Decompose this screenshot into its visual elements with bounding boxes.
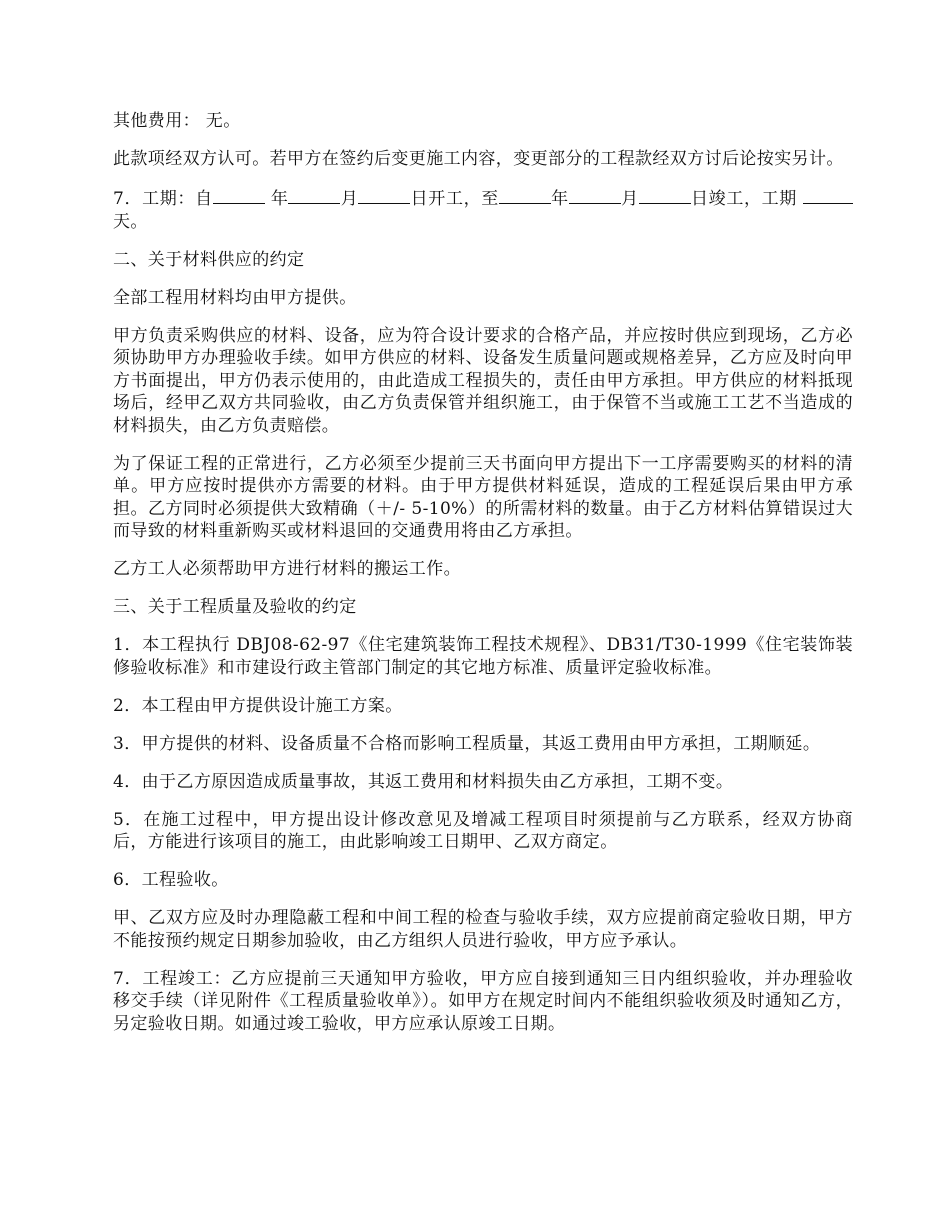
start-day-unit: 日开工，至	[410, 189, 499, 209]
quality-item-6: 6．工程验收。	[113, 870, 229, 890]
materials-ordering-clause: 为了保证工程的正常进行，乙方必须至少提前三天书面向甲方提出下一工序需要购买的材料的清单。甲方应按时提供亦方需要的材料。由于甲方提供材料延误，造成的工程延误后果由甲方承担。乙方同时必须提供大致精确（＋/- 5-10%）的所需材料的数量。由于乙方材料估算错误过大而导致的材料重新购买或材料退回的交通费用将由乙方承担。	[113, 453, 853, 541]
materials-supplied-line: 全部工程用材料均由甲方提供。	[113, 287, 357, 308]
end-day-blank[interactable]	[639, 186, 691, 204]
inspection-clause: 甲、乙双方应及时办理隐蔽工程和中间工程的检查与验收手续，双方应提前商定验收日期，甲方不能按预约规定日期参加验收，由乙方组织人员进行验收，甲方应予承认。	[113, 908, 853, 951]
start-month-blank[interactable]	[288, 186, 340, 204]
section-heading-quality: 三、关于工程质量及验收的约定	[113, 597, 357, 617]
total-days-blank[interactable]	[803, 186, 853, 204]
total-days-unit: 天。	[113, 211, 148, 232]
quality-item-2: 2．本工程由甲方提供设计施工方案。	[113, 695, 403, 716]
materials-responsibility-clause: 甲方负责采购供应的材料、设备，应为符合设计要求的合格产品，并应按时供应到现场，乙方必须协助甲方办理验收手续。如甲方供应的材料、设备发生质量问题或规格差异，乙方应及时向甲方书面提出，甲方仍表示使用的，由此造成工程损失的，责任由甲方承担。甲方供应的材料抵现场后，经甲乙双方共同验收，由乙方负责保管并组织施工，由于保管不当或施工工艺不当造成的材料损失，由乙方负责赔偿。	[113, 325, 853, 436]
quality-item-3: 3．甲方提供的材料、设备质量不合格而影响工程质量，其返工费用由甲方承担，工期顺延。	[113, 733, 821, 754]
section-heading-materials: 二、关于材料供应的约定	[113, 249, 305, 270]
end-year-unit: 年	[550, 189, 569, 209]
contract-page	[113, 110, 853, 1051]
start-year-blank[interactable]	[213, 186, 265, 204]
end-month-blank[interactable]	[569, 186, 621, 204]
materials-transport-line: 乙方工人必须帮助甲方进行材料的搬运工作。	[113, 559, 461, 579]
duration-clause	[113, 186, 853, 233]
duration-prefix: 7．工期：自	[113, 189, 213, 209]
quality-item-7: 7．工程竣工：乙方应提前三天通知甲方验收，甲方应自接到通知三日内组织验收，并办理验收移交手续（详见附件《工程质量验收单》）。如甲方在规定时间内不能组织验收须及时通知乙方，另定验收日期。如通过竣工验收，甲方应承认原竣工日期。	[113, 968, 853, 1034]
end-day-unit: 日竣工，工期	[690, 189, 797, 209]
quality-item-4: 4．由于乙方原因造成质量事故，其返工费用和材料损失由乙方承担，工期不变。	[113, 771, 734, 792]
end-year-blank[interactable]	[499, 186, 551, 204]
start-day-blank[interactable]	[358, 186, 410, 204]
change-clause: 此款项经双方认可。若甲方在签约后变更施工内容，变更部分的工程款经双方讨后论按实另计。	[113, 149, 844, 169]
end-month-unit: 月	[620, 189, 639, 209]
start-year-unit: 年	[270, 189, 289, 209]
quality-item-1: 1．本工程执行 DBJ08-62-97《住宅建筑装饰工程技术规程》、DB31/T30-1999《住宅装饰装修验收标准》和市建设行政主管部门制定的其它地方标准、质量评定验收标准。	[113, 635, 853, 678]
other-fees-line: 其他费用： 无。	[113, 111, 241, 131]
quality-item-5: 5．在施工过程中，甲方提出设计修改意见及增减工程项目时须提前与乙方联系，经双方协商后，方能进行该项目的施工，由此影响竣工日期甲、乙双方商定。	[113, 809, 853, 852]
start-month-unit: 月	[340, 189, 359, 209]
